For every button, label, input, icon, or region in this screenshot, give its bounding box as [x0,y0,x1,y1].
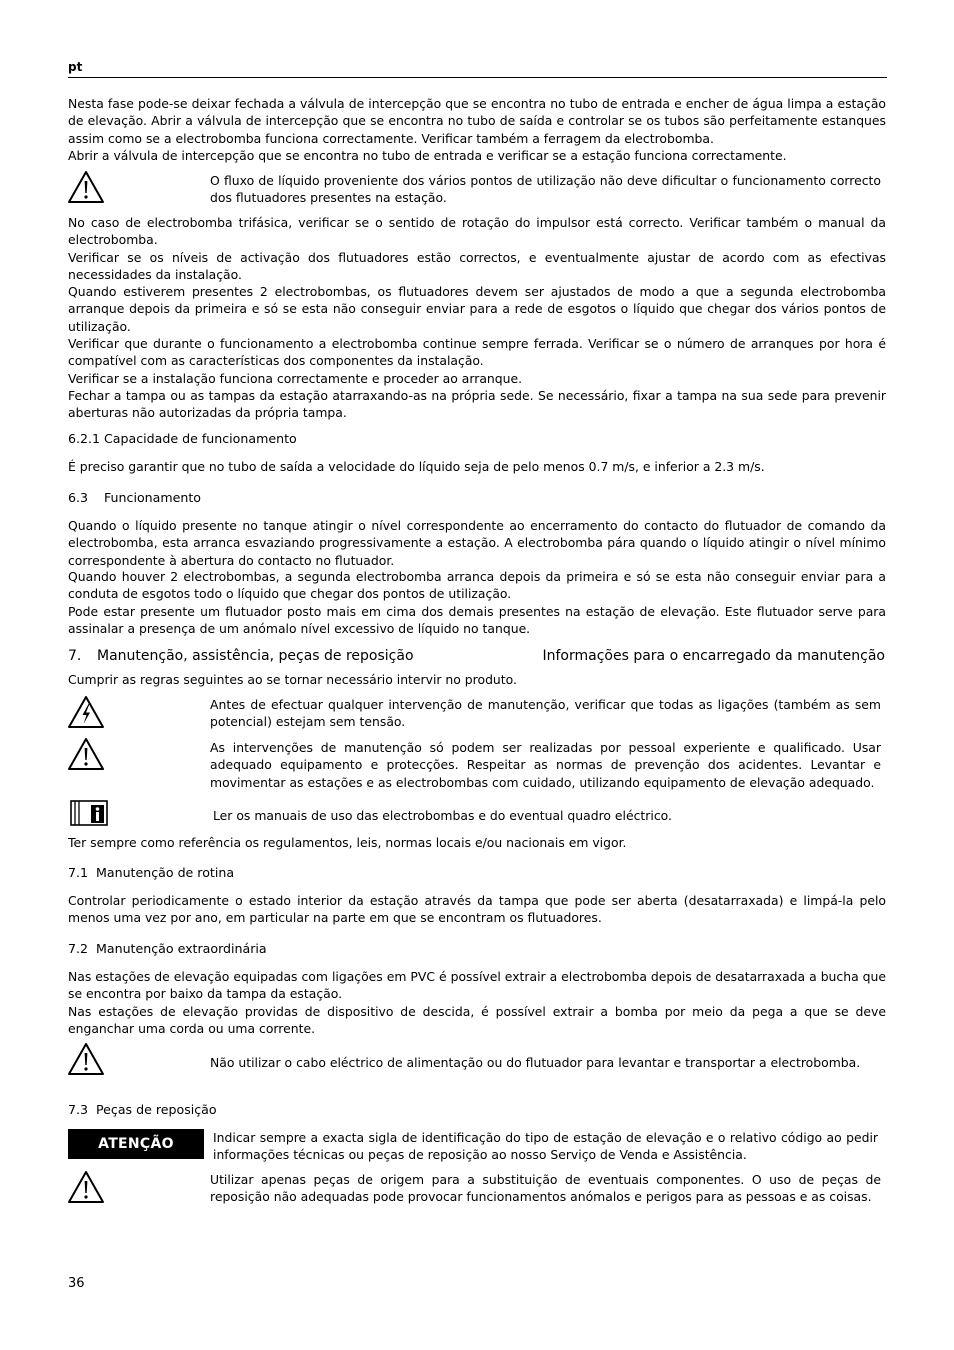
warning-icon [67,1170,105,1204]
section-title: Capacidade de funcionamento [104,431,297,446]
electric-warning-text: Antes de efectuar qualquer intervenção de manutenção, verificar que todas as ligações (também as sem potencial) estejam sem tensão. [210,697,881,730]
section-6-2-1-text: É preciso garantir que no tubo de saída a velocidade do líquido seja de pelo menos 0.7 m/s, e inferior a 2.3 m/s. [68,459,765,474]
section-7-1-text: Controlar periodicamente o estado interior da estação através da tampa que pode ser aberta (desatarraxada) e limpá-la pelo menos uma vez por ano, em particular na parte em que se encontram os flutuadores. [68,893,886,926]
warning-flow-text: O fluxo de líquido proveniente dos vários pontos de utilização não deve dificultar o funcionamento correcto dos flutuadores presentes na estação. [210,173,881,206]
section-number: 7. [68,648,82,664]
header-rule [68,77,887,78]
attention-label: ATENÇÃO [68,1129,204,1159]
section-number: 7.1 [68,865,89,880]
section-title: Manutenção extraordinária [96,941,267,956]
qualified-personnel-warning-text: As intervenções de manutenção só podem ser realizadas por pessoal experiente e qualificado. Usar adequado equipamento e protecções. Respeitar as normas de prevenção dos acidentes. Levantar e movimentar as estações e as electrobombas com cuidado, utilizando equipamento de elevação adequado. [210,740,881,790]
section-title: Funcionamento [104,490,201,505]
check-paragraph-1: No caso de electrobomba trifásica, verificar se o sentido de rotação do impulsor está correcto. Verificar também o manual da electrobomba. [68,215,886,248]
section-6-3-paragraph-2: Quando houver 2 electrobombas, a segunda electrobomba arranca depois da primeira e só se esta não conseguir enviar para a conduta de esgotos todo o líquido que chegar dos pontos de utilização. [68,569,886,602]
warning-icon [67,1042,105,1076]
section-7-rules: Cumprir as regras seguintes ao se tornar necessário intervir no produto. [68,672,517,687]
language-code: pt [68,60,83,74]
section-title: Manutenção de rotina [96,865,235,880]
intro-paragraph-1: Nesta fase pode-se deixar fechada a válvula de intercepção que se encontra no tubo de entrada e encher de água limpa a estação de elevação. Abrir a válvula de intercepção que se encontra no tubo de saída e controlar se os tubos são perfeitamente estanques assim como se a electrobomba funciona correctamente. Verificar também a ferragem da electrobomba. [68,96,886,146]
section-6-3-heading [68,490,201,505]
section-number: 6.2.1 [68,431,101,446]
section-number: 6.3 [68,490,89,505]
check-paragraph-4: Verificar que durante o funcionamento a electrobomba continue sempre ferrada. Verificar se o número de arranques por hora é compatível com as características dos componentes da instalação. [68,336,886,369]
check-paragraph-6: Fechar a tampa ou as tampas da estação atarraxando-as na própria sede. Se necessário, fixar a tampa na sua sede para prevenir aberturas não autorizadas da própria tampa. [68,388,886,421]
page-number: 36 [68,1276,85,1291]
section-7-3-heading [68,1102,217,1117]
regulations-reference: Ter sempre como referência os regulamentos, leis, normas locais e/ou nacionais em vigor. [68,835,627,850]
attention-text: Indicar sempre a exacta sigla de identificação do tipo de estação de elevação e o relativo código ao pedir informações técnicas ou peças de reposição ao nosso Serviço de Venda e Assistência. [213,1130,878,1163]
manual-note-text: Ler os manuais de uso das electrobombas e do eventual quadro eléctrico. [213,808,672,823]
electric-hazard-icon [67,695,105,729]
spare-parts-warning-text: Utilizar apenas peças de origem para a substituição de eventuais componentes. O uso de peças de reposição não adequadas pode provocar funcionamentos anómalos e perigos para as pessoas e as coisas. [210,1172,881,1205]
section-7-2-heading [68,941,267,956]
read-manual-icon [70,798,108,828]
section-6-3-paragraph-1: Quando o líquido presente no tanque atingir o nível correspondente ao encerramento do contacto do flutuador de comando da electrobomba, esta arranca esvaziando progressivamente a estação. A electrobomba pára quando o líquido atingir o nível mínimo correspondente à abertura do contacto no flutuador. [68,518,886,568]
section-title: Peças de reposição [96,1102,217,1117]
section-number: 7.3 [68,1102,89,1117]
check-paragraph-3: Quando estiverem presentes 2 electrobombas, os flutuadores devem ser ajustados de modo a que a segunda electrobomba arranque depois da primeira e só se esta não conseguir enviar para a rede de esgotos o líquido que chegar dos vários pontos de utilização. [68,284,886,334]
check-paragraph-2: Verificar se os níveis de activação dos flutuadores estão correctos, e eventualmente ajustar de acordo com as efectivas necessidades da instalação. [68,250,886,283]
section-title: Manutenção, assistência, peças de reposição [97,648,414,664]
section-7-2-paragraph-1: Nas estações de elevação equipadas com ligações em PVC é possível extrair a electrobomba depois de desatarraxada a bucha que se encontra por baixo da tampa da estação. [68,969,886,1002]
section-7-1-heading [68,865,234,880]
warning-icon [67,170,105,204]
check-paragraph-5: Verificar se a instalação funciona correctamente e proceder ao arranque. [68,371,523,386]
intro-paragraph-2: Abrir a válvula de intercepção que se encontra no tubo de entrada e verificar se a estação funciona correctamente. [68,148,787,163]
section-7-heading [68,648,414,664]
section-6-2-1-heading [68,431,297,446]
section-6-3-paragraph-3: Pode estar presente um flutuador posto mais em cima dos demais presentes na estação de elevação. Este flutuador serve para assinalar a presença de um anómalo nível excessivo de líquido no tanque. [68,604,886,637]
section-7-audience: Informações para o encarregado da manutenção [542,648,885,664]
warning-icon [67,737,105,771]
section-7-2-paragraph-2: Nas estações de elevação providas de dispositivo de descida, é possível extrair a bomba por meio da pega a que se deve enganchar uma corda ou uma corrente. [68,1004,886,1037]
cable-warning-text: Não utilizar o cabo eléctrico de alimentação ou do flutuador para levantar e transportar a electrobomba. [210,1055,861,1070]
section-number: 7.2 [68,941,89,956]
